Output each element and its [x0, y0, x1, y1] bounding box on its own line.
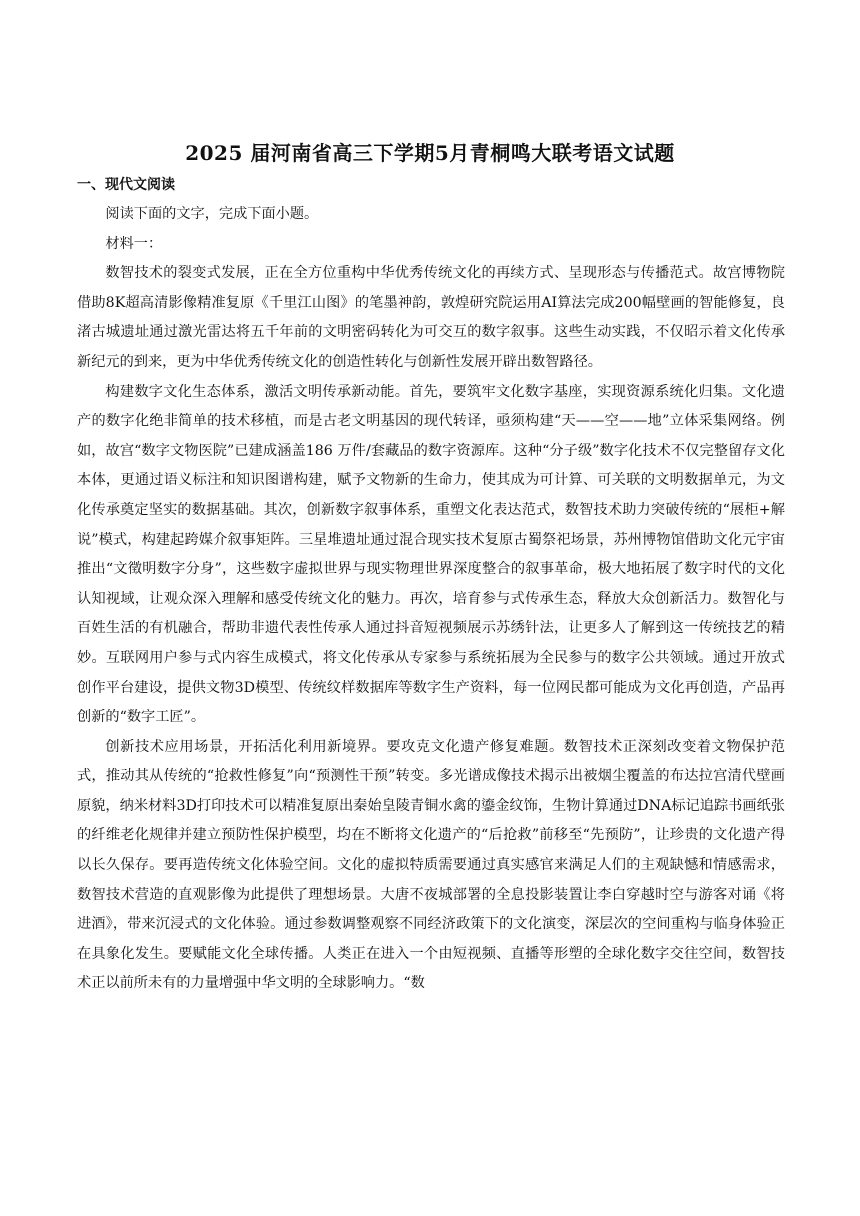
- body-paragraph: 数智技术的裂变式发展，正在全方位重构中华优秀传统文化的再续方式、呈现形态与传播范式。故宫博物院借助8K超高清影像精准复原《千里江山图》的笔墨神韵，敦煌研究院运用AI算法完成200幅壁画的智能修复，良渚古城遗址通过激光雷达将五千年前的文明密码转化为可交互的数字叙事。这些生动实践，不仅昭示着文化传承新纪元的到来，更为中华优秀传统文化的创造性转化与创新性发展开辟出数智路径。: [77, 265, 785, 370]
- material-label: 材料一：: [105, 235, 163, 252]
- document-body: [77, 200, 785, 999]
- body-paragraph: 构建数字文化生态体系，激活文明传承新动能。首先，要筑牢文化数字基座，实现资源系统化归集。文化遗产的数字化绝非简单的技术移植，而是古老文明基因的现代转译，亟须构建“天——空——地”立体采集网络。例如，故宫“数字文物医院”已建成涵盖186 万件/套藏品的数字资源库。这种“分子级”数字化技术不仅完整留存文化本体，更通过语义标注和知识图谱构建，赋予文物新的生命力，使其成为可计算、可关联的文明数据单元，为文化传承奠定坚实的数据基础。其次，创新数字叙事体系，重塑文化表达范式，数智技术助力突破传统的“展柜+解说”模式，构建起跨媒介叙事矩阵。三星堆遗址通过混合现实技术复原古蜀祭祀场景，苏州博物馆借助文化元宇宙推出“文徵明数字分身”，这些数字虚拟世界与现实物理世界深度整合的叙事革命，极大地拓展了数字时代的文化认知视域，让观众深入理解和感受传统文化的魅力。再次，培育参与式传承生态，释放大众创新活力。数智化与百姓生活的有机融合，帮助非遗代表性传承人通过抖音短视频展示苏绣针法，让更多人了解到这一传统技艺的精妙。互联网用户参与式内容生成模式，将文化传承从专家参与系统拓展为全民参与的数字公共领域。通过开放式创作平台建设，提供文物3D模型、传统纹样数据库等数字生产资料，每一位网民都可能成为文化再创造，产品再创新的“数字工匠”。: [77, 383, 785, 726]
- section-heading: 一、现代文阅读: [77, 177, 175, 193]
- body-paragraph: 创新技术应用场景，开拓活化利用新境界。要攻克文化遗产修复难题。数智技术正深刻改变着文物保护范式，推动其从传统的“抢救性修复”向“预测性干预”转变。多光谱成像技术揭示出被烟尘覆盖的布达拉宫清代壁画原貌，纳米材料3D打印技术可以精准复原出秦始皇陵青铜水禽的鎏金纹饰，生物计算通过DNA标记追踪书画纸张的纤维老化规律并建立预防性保护模型，均在不断将文化遗产的“后抢救”前移至“先预防”，让珍贵的文化遗产得以长久保存。要再造传统文化体验空间。文化的虚拟特质需要通过真实感官来满足人们的主观缺憾和情感需求，数智技术营造的直观影像为此提供了理想场景。大唐不夜城部署的全息投影装置让李白穿越时空与游客对诵《将进酒》，带来沉浸式的文化体验。通过参数调整观察不同经济政策下的文化演变，深层次的空间重构与临身体验正在具象化发生。要赋能文化全球传播。人类正在进入一个由短视频、直播等形塑的全球化数字交往空间，数智技术正以前所未有的力量增强中华文明的全球影响力。“数: [77, 738, 785, 992]
- document-title: 2025 届河南省高三下学期5月青桐鸣大联考语文试题: [185, 141, 675, 165]
- instruction-paragraph: 阅读下面的文字，完成下面小题。: [105, 206, 319, 222]
